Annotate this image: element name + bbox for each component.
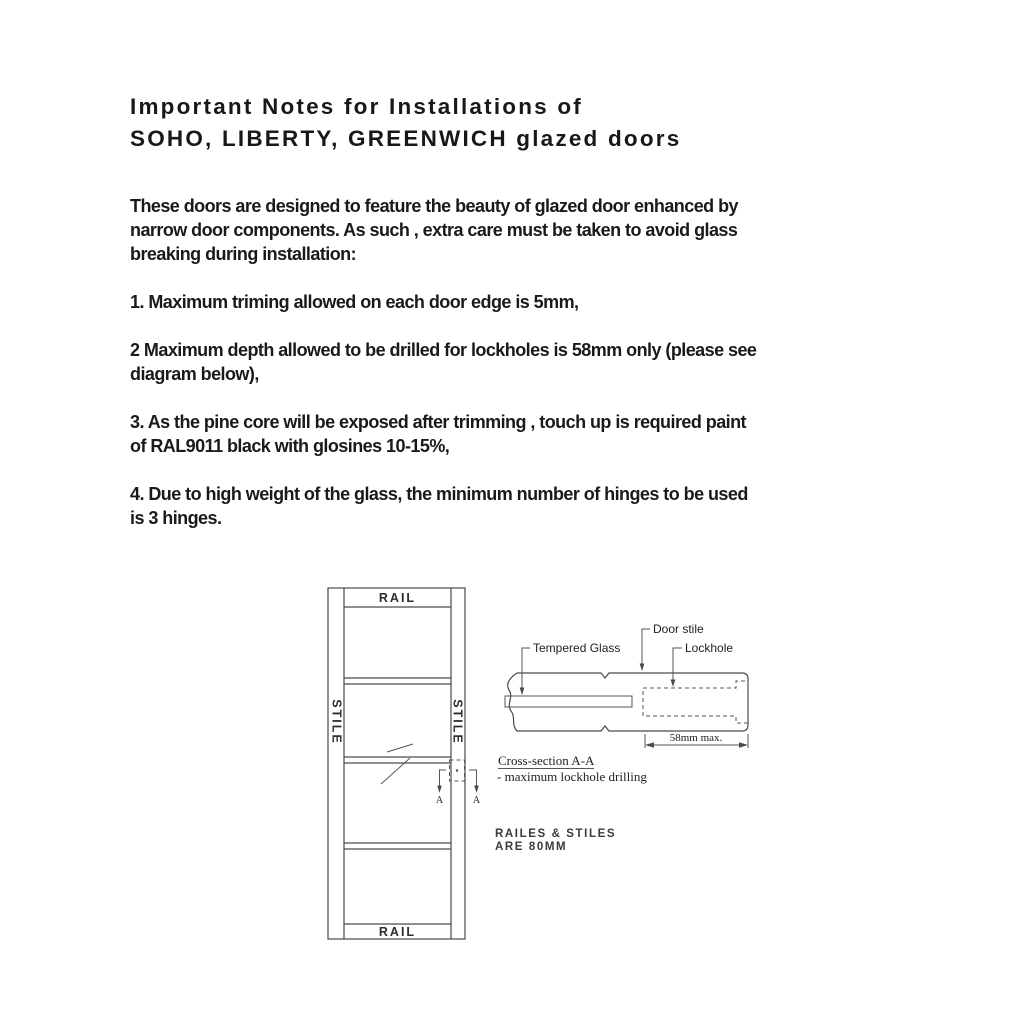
glass-mark-2 (381, 758, 410, 784)
note4-line2: is 3 hinges. (130, 508, 222, 528)
lockhole-drill-zone (643, 681, 748, 723)
intro-line2: narrow door components. As such , extra care must be taken to avoid glass (130, 220, 738, 240)
cross-section-caption-note: - maximum lockhole drilling (497, 769, 647, 784)
dimension-arrow-left (645, 742, 654, 747)
door-stile-leader (642, 629, 650, 666)
page-title-line1: Important Notes for Installations of (130, 94, 583, 119)
intermediate-rail-1 (344, 678, 451, 684)
note-item-2 (130, 338, 756, 386)
note4-line1: 4. Due to high weight of the glass, the minimum number of hinges to be used (130, 484, 748, 504)
rails-stiles-note-line1: RAILES & STILES (495, 828, 617, 840)
intro-line1: These doors are designed to feature the beauty of glazed door enhanced by (130, 196, 738, 216)
tempered-glass-leader (522, 648, 530, 690)
intermediate-rail-2 (344, 757, 451, 763)
note3-line1: 3. As the pine core will be exposed after trimming , touch up is required paint (130, 412, 747, 432)
stile-right-label: STILE (450, 699, 465, 745)
lockhole-label: Lockhole (685, 641, 734, 655)
section-arrow-right (474, 786, 479, 794)
dimension-label: 58mm max. (669, 732, 723, 744)
section-arrow-left (437, 786, 442, 794)
note-item-1 (130, 290, 579, 314)
dimension-arrow-right (739, 742, 748, 747)
note2-line2: diagram below), (130, 364, 259, 384)
section-bracket-left (440, 770, 447, 787)
door-elevation (328, 588, 481, 939)
intro-paragraph (130, 194, 738, 266)
tempered-glass-label: Tempered Glass (533, 641, 621, 655)
note-item-3 (130, 410, 746, 458)
rail-bottom-label: RAIL (378, 925, 417, 939)
installation-diagram (325, 585, 770, 955)
rail-top-label: RAIL (378, 591, 417, 605)
door-lockhole-dot (456, 769, 458, 771)
section-label-right: A (472, 795, 481, 806)
cross-section (495, 622, 748, 853)
page-title-line2: SOHO, LIBERTY, GREENWICH glazed doors (130, 126, 682, 151)
note1-line1: 1. Maximum triming allowed on each door edge is 5mm, (130, 292, 579, 312)
page-title (130, 91, 681, 155)
intro-line3: breaking during installation: (130, 244, 357, 264)
lockhole-leader (673, 648, 682, 682)
cross-section-caption: Cross-section A-A (498, 753, 595, 768)
tempered-glass-arrow (520, 688, 525, 696)
door-stile-label: Door stile (653, 622, 704, 636)
lockhole-arrow (671, 680, 676, 688)
stile-left-label: STILE (329, 699, 344, 745)
tempered-glass-strip (505, 696, 632, 707)
section-label-left: A (435, 795, 444, 806)
door-stile-arrow (640, 664, 645, 672)
note-item-4 (130, 482, 748, 530)
glass-mark-1 (387, 744, 413, 752)
rails-stiles-note-line2: ARE 80MM (495, 841, 568, 853)
cross-section-outline (508, 673, 748, 731)
note2-line1: 2 Maximum depth allowed to be drilled for lockholes is 58mm only (please see (130, 340, 757, 360)
intermediate-rail-3 (344, 843, 451, 849)
section-bracket-right (469, 770, 477, 787)
note3-line2: of RAL9011 black with glosines 10-15%, (130, 436, 450, 456)
